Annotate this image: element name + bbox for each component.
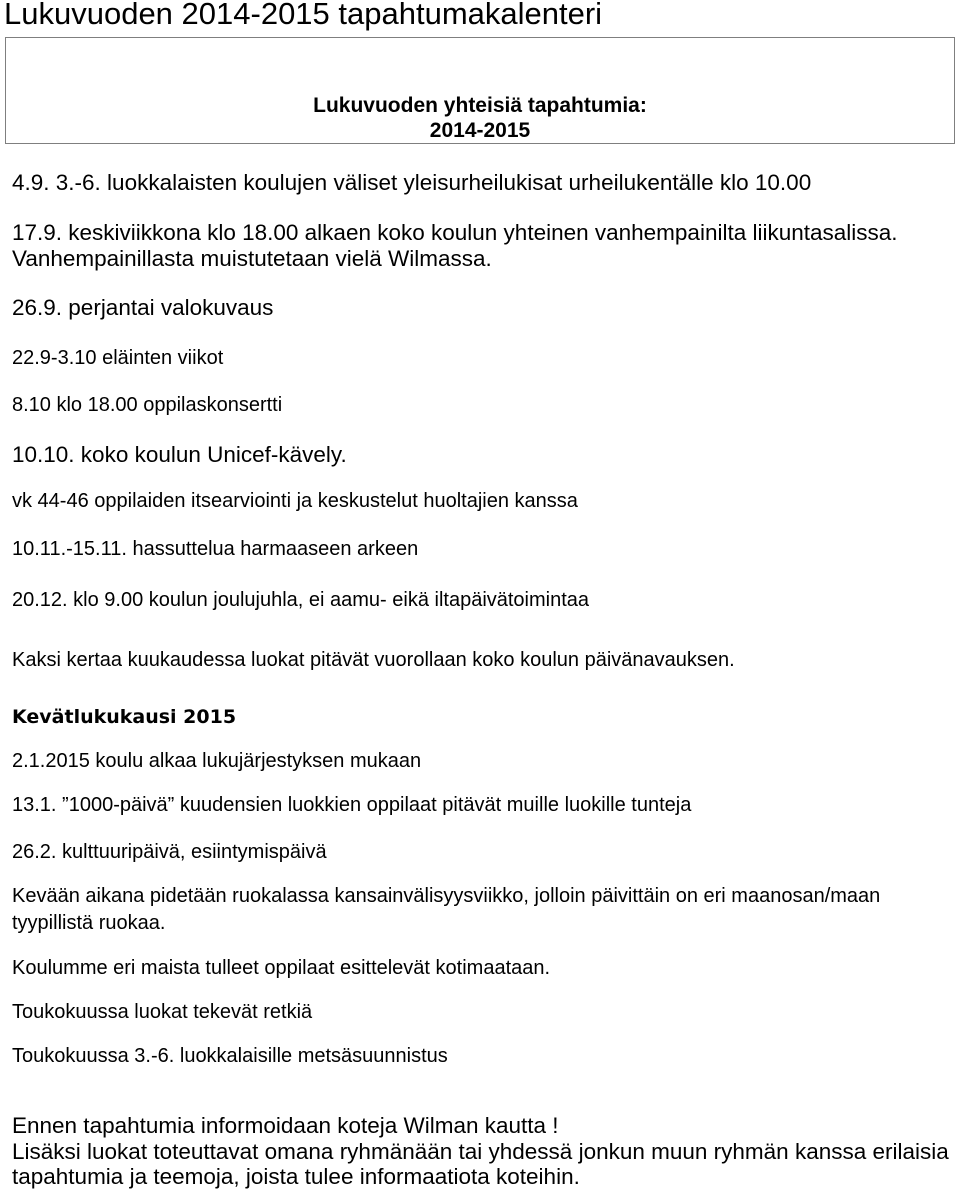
- box-year: 2014-2015: [429, 119, 531, 142]
- spring-item: 26.2. kulttuuripäivä, esiintymispäivä: [12, 841, 327, 863]
- footer-note: Lisäksi luokat toteuttavat omana ryhmänään tai yhdessä jonkun muun ryhmän kanssa erilaisia: [12, 1139, 949, 1164]
- event-item: vk 44-46 oppilaiden itsearviointi ja keskustelut huoltajien kanssa: [12, 490, 578, 512]
- footer-note: Ennen tapahtumia informoidaan koteja Wilman kautta !: [12, 1113, 559, 1138]
- spring-item: Koulumme eri maista tulleet oppilaat esittelevät kotimaataan.: [12, 957, 551, 979]
- event-item: 4.9. 3.-6. luokkalaisten koulujen väliset yleisurheilukisat urheilukentälle klo 10.00: [12, 170, 812, 195]
- event-item: 8.10 klo 18.00 oppilaskonsertti: [12, 394, 283, 416]
- event-item: 26.9. perjantai valokuvaus: [12, 295, 274, 320]
- spring-item: Kevään aikana pidetään ruokalassa kansainvälisyysviikko, jolloin päivittäin on eri maanosan/maan: [12, 885, 881, 907]
- spring-item: 13.1. ”1000-päivä” kuudensien luokkien oppilaat pitävät muille luokille tunteja: [12, 794, 692, 816]
- event-item: Vanhempainillasta muistutetaan vielä Wilmassa.: [12, 246, 492, 271]
- spring-item: Toukokuussa 3.-6. luokkalaisille metsäsuunnistus: [12, 1045, 448, 1067]
- page-title: Lukuvuoden 2014-2015 tapahtumakalenteri: [4, 0, 603, 31]
- spring-item: 2.1.2015 koulu alkaa lukujärjestyksen mukaan: [12, 750, 422, 772]
- event-item: 10.11.-15.11. hassuttelua harmaaseen arkeen: [12, 538, 419, 560]
- box-heading: Lukuvuoden yhteisiä tapahtumia:: [313, 94, 647, 117]
- spring-item: Toukokuussa luokat tekevät retkiä: [12, 1001, 313, 1023]
- event-item: 10.10. koko koulun Unicef-kävely.: [12, 442, 347, 467]
- summary-box: [5, 37, 955, 144]
- event-item: 17.9. keskiviikkona klo 18.00 alkaen koko koulun yhteinen vanhempainilta liikuntasalissa.: [12, 220, 898, 245]
- event-item: Kaksi kertaa kuukaudessa luokat pitävät vuorollaan koko koulun päivänavauksen.: [12, 649, 735, 671]
- spring-item: tyypillistä ruokaa.: [12, 912, 166, 934]
- spring-heading: Kevätlukukausi 2015: [12, 706, 237, 728]
- event-item: 20.12. klo 9.00 koulun joulujuhla, ei aamu- eikä iltapäivätoimintaa: [12, 589, 590, 611]
- footer-note: tapahtumia ja teemoja, joista tulee informaatiota koteihin.: [12, 1164, 580, 1189]
- event-item: 22.9-3.10 eläinten viikot: [12, 347, 224, 369]
